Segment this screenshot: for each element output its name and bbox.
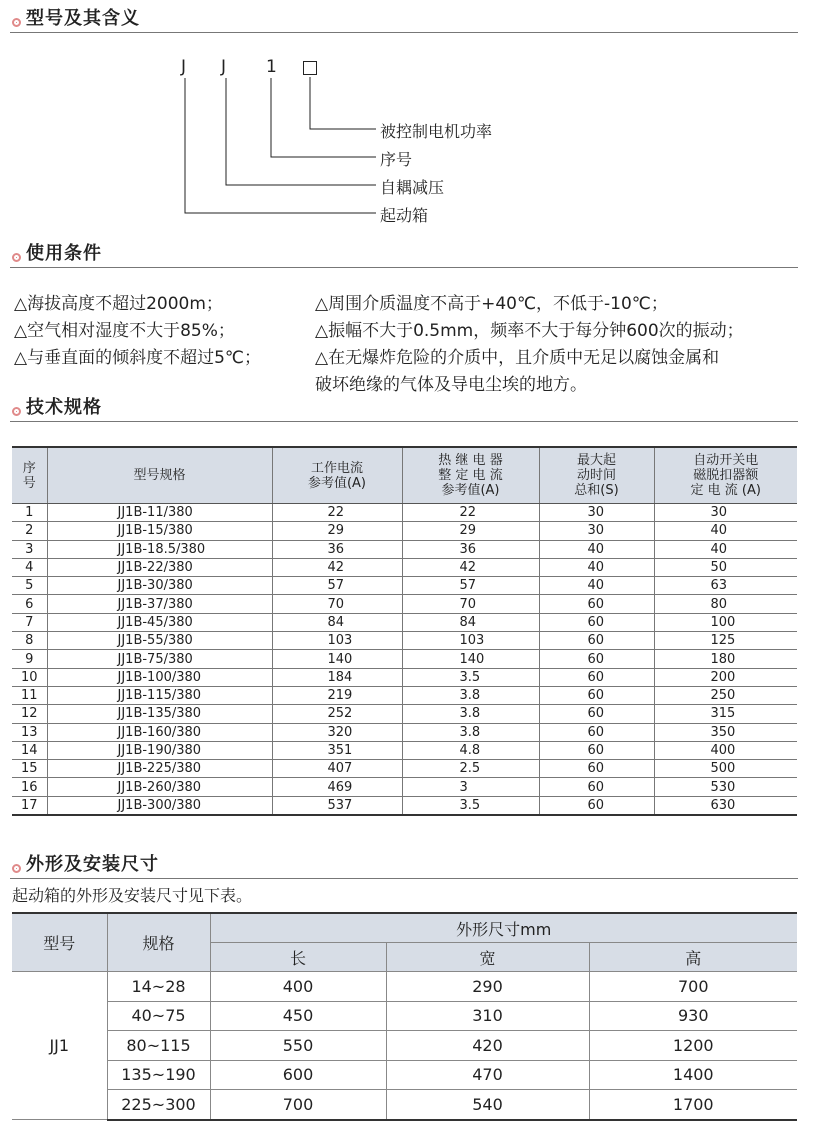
cell-breaker-current: 630 [654,796,797,815]
cell-model: JJ1B-115/380 [47,686,272,704]
table-row [12,723,797,741]
model-label-starter-box: 起动箱 [380,206,429,225]
cell-current: 469 [272,778,402,796]
section-heading-conditions [10,241,798,268]
table-row [12,972,797,1002]
col-header-breaker-line: 自动开关电 [693,453,759,468]
condition-vibration: △振幅不大于0.5mm，频率不大于每分钟600次的振动； [315,321,744,341]
cell-start-time: 60 [539,613,654,631]
cell-start-time: 60 [539,705,654,723]
cell-relay-current: 3.5 [402,796,539,815]
cell-width: 540 [386,1090,589,1120]
cell-start-time: 40 [539,577,654,595]
cell-breaker-current: 180 [654,650,797,668]
condition-medium: △在无爆炸危险的介质中，且介质中无足以腐蚀金属和 [315,348,720,368]
cell-current: 537 [272,796,402,815]
cell-start-time: 60 [539,741,654,759]
cell-no: 15 [12,760,47,778]
cell-model: JJ1B-45/380 [47,613,272,631]
cell-no: 9 [12,650,47,668]
cell-relay-current: 70 [402,595,539,613]
cell-breaker-current: 315 [654,705,797,723]
table-row [12,1031,797,1061]
cell-start-time: 40 [539,540,654,558]
cell-model: JJ1B-18.5/380 [47,540,272,558]
cell-no: 7 [12,613,47,631]
cell-model: JJ1B-22/380 [47,558,272,576]
col-header-dimension-group: 外形尺寸mm [210,913,797,943]
col-header-breaker-line: 定 电 流 (A) [690,483,761,498]
cell-relay-current: 103 [402,632,539,650]
cell-start-time: 60 [539,650,654,668]
col-header-relay-line: 整 定 电 流 [438,468,503,483]
table-row [12,595,797,613]
dim-table-header-row [12,913,797,943]
cell-relay-current: 57 [402,577,539,595]
cell-start-time: 60 [539,632,654,650]
cell-no: 1 [12,504,47,522]
cell-breaker-current: 80 [654,595,797,613]
cell-height: 1200 [589,1031,797,1061]
cell-breaker-current: 30 [654,504,797,522]
cell-current: 22 [272,504,402,522]
table-row [12,1001,797,1031]
cell-model: JJ1B-135/380 [47,705,272,723]
cell-start-time: 60 [539,760,654,778]
cell-relay-current: 84 [402,613,539,631]
table-row [12,613,797,631]
model-code-char-3: 1 [266,57,277,77]
cell-relay-current: 29 [402,522,539,540]
cell-start-time: 60 [539,595,654,613]
cell-start-time: 60 [539,778,654,796]
cell-spec: 14~28 [107,972,210,1002]
table-row [12,522,797,540]
cell-current: 219 [272,686,402,704]
cell-spec: 80~115 [107,1031,210,1061]
cell-current: 252 [272,705,402,723]
table-row [12,540,797,558]
cell-width: 310 [386,1001,589,1031]
cell-model: JJ1B-37/380 [47,595,272,613]
condition-inclination: △与垂直面的倾斜度不超过5℃； [14,348,261,368]
cell-no: 13 [12,723,47,741]
col-header-current-line: 参考值(A) [307,475,367,491]
cell-width: 290 [386,972,589,1002]
cell-breaker-current: 40 [654,522,797,540]
cell-no: 2 [12,522,47,540]
cell-model: JJ1B-11/380 [47,504,272,522]
cell-start-time: 60 [539,668,654,686]
cell-relay-current: 3.8 [402,705,539,723]
cell-model: JJ1B-100/380 [47,668,272,686]
cell-spec: 135~190 [107,1060,210,1090]
cell-height: 1700 [589,1090,797,1120]
table-row [12,686,797,704]
condition-medium-cont: 破坏绝缘的气体及导电尘埃的地方。 [315,375,587,395]
cell-start-time: 30 [539,522,654,540]
cell-model: JJ1B-160/380 [47,723,272,741]
cell-current: 57 [272,577,402,595]
cell-breaker-current: 40 [654,540,797,558]
cell-start-time: 60 [539,686,654,704]
circle-bullet-icon [12,864,21,873]
cell-current: 103 [272,632,402,650]
cell-length: 700 [210,1090,386,1120]
cell-relay-current: 3.8 [402,686,539,704]
table-row [12,504,797,522]
section-heading-dimensions [10,852,798,879]
cell-no: 14 [12,741,47,759]
cell-relay-current: 22 [402,504,539,522]
col-header-model-type: 型号 [12,913,107,972]
circle-bullet-icon [12,407,21,416]
cell-current: 351 [272,741,402,759]
col-header-no-line: 序 [22,460,36,476]
dimension-table [12,912,797,1121]
cell-no: 5 [12,577,47,595]
cell-model: JJ1B-30/380 [47,577,272,595]
condition-temperature: △周围介质温度不高于+40℃，不低于-10℃； [315,294,668,314]
cell-breaker-current: 350 [654,723,797,741]
cell-current: 84 [272,613,402,631]
table-row [12,760,797,778]
table-row [12,705,797,723]
cell-spec: 40~75 [107,1001,210,1031]
cell-no: 10 [12,668,47,686]
col-header-start-time-line: 总和(S) [574,483,619,498]
cell-start-time: 30 [539,504,654,522]
cell-no: 6 [12,595,47,613]
cell-relay-current: 42 [402,558,539,576]
cell-start-time: 60 [539,796,654,815]
cell-current: 140 [272,650,402,668]
cell-spec: 225~300 [107,1090,210,1120]
condition-altitude: △海拔高度不超过2000m； [14,294,223,314]
dimension-note: 起动箱的外形及安装尺寸见下表。 [12,886,253,905]
cell-model: JJ1B-260/380 [47,778,272,796]
col-header-start-time-line: 动时间 [576,468,616,483]
col-header-width: 宽 [386,943,589,972]
cell-model-type: JJ1 [12,972,107,1120]
cell-length: 400 [210,972,386,1002]
cell-breaker-current: 500 [654,760,797,778]
cell-breaker-current: 400 [654,741,797,759]
section-title: 型号及其含义 [26,8,140,29]
cell-no: 11 [12,686,47,704]
col-header-start-time [539,447,654,504]
cell-breaker-current: 200 [654,668,797,686]
cell-no: 4 [12,558,47,576]
cell-length: 600 [210,1060,386,1090]
cell-width: 470 [386,1060,589,1090]
section-heading-specs [10,395,798,422]
cell-no: 17 [12,796,47,815]
circle-bullet-icon [12,253,21,262]
col-header-height: 高 [589,943,797,972]
table-row [12,1090,797,1120]
model-code-char-1: J [181,57,187,77]
section-title: 使用条件 [26,243,102,264]
col-header-relay-line: 参考值(A) [441,483,500,498]
cell-model: JJ1B-300/380 [47,796,272,815]
cell-height: 700 [589,972,797,1002]
cell-current: 184 [272,668,402,686]
table-row [12,796,797,815]
model-label-autotransformer: 自耦减压 [380,178,445,197]
cell-width: 420 [386,1031,589,1061]
cell-no: 16 [12,778,47,796]
cell-breaker-current: 125 [654,632,797,650]
col-header-breaker-line: 磁脱扣器额 [693,468,759,483]
spec-table-header-row [12,447,797,504]
col-header-no-line: 号 [22,475,36,491]
model-label-serial: 序号 [380,150,413,169]
cell-model: JJ1B-190/380 [47,741,272,759]
cell-no: 3 [12,540,47,558]
cell-current: 320 [272,723,402,741]
col-header-current-line: 工作电流 [310,460,363,476]
cell-no: 12 [12,705,47,723]
col-header-length: 长 [210,943,386,972]
table-row [12,650,797,668]
cell-current: 29 [272,522,402,540]
cell-current: 36 [272,540,402,558]
cell-breaker-current: 50 [654,558,797,576]
table-row [12,778,797,796]
col-header-breaker [654,447,797,504]
cell-relay-current: 3.5 [402,668,539,686]
spec-table [12,446,797,816]
cell-model: JJ1B-75/380 [47,650,272,668]
col-header-relay [402,447,539,504]
table-row [12,1060,797,1090]
table-row [12,577,797,595]
section-title: 技术规格 [26,397,102,418]
cell-no: 8 [12,632,47,650]
cell-relay-current: 3.8 [402,723,539,741]
cell-current: 42 [272,558,402,576]
table-row [12,632,797,650]
section-title: 外形及安装尺寸 [26,854,159,875]
table-row [12,668,797,686]
cell-length: 450 [210,1001,386,1031]
col-header-current [272,447,402,504]
cell-breaker-current: 530 [654,778,797,796]
col-header-model: 型号规格 [47,447,272,504]
cell-model: JJ1B-225/380 [47,760,272,778]
cell-relay-current: 140 [402,650,539,668]
cell-current: 407 [272,760,402,778]
cell-height: 1400 [589,1060,797,1090]
cell-breaker-current: 100 [654,613,797,631]
table-row [12,741,797,759]
col-header-no [12,447,47,504]
cell-breaker-current: 63 [654,577,797,595]
cell-start-time: 60 [539,723,654,741]
col-header-start-time-line: 最大起 [576,453,616,468]
cell-breaker-current: 250 [654,686,797,704]
cell-relay-current: 36 [402,540,539,558]
col-header-relay-line: 热 继 电 器 [438,453,503,468]
table-row [12,558,797,576]
cell-relay-current: 3 [402,778,539,796]
model-label-motor-power: 被控制电机功率 [380,122,493,141]
cell-current: 70 [272,595,402,613]
cell-length: 550 [210,1031,386,1061]
cell-start-time: 40 [539,558,654,576]
cell-relay-current: 4.8 [402,741,539,759]
cell-relay-current: 2.5 [402,760,539,778]
cell-model: JJ1B-55/380 [47,632,272,650]
model-code-char-2: J [221,57,227,77]
col-header-spec: 规格 [107,913,210,972]
condition-humidity: △空气相对湿度不大于85%； [14,321,235,341]
cell-height: 930 [589,1001,797,1031]
cell-model: JJ1B-15/380 [47,522,272,540]
